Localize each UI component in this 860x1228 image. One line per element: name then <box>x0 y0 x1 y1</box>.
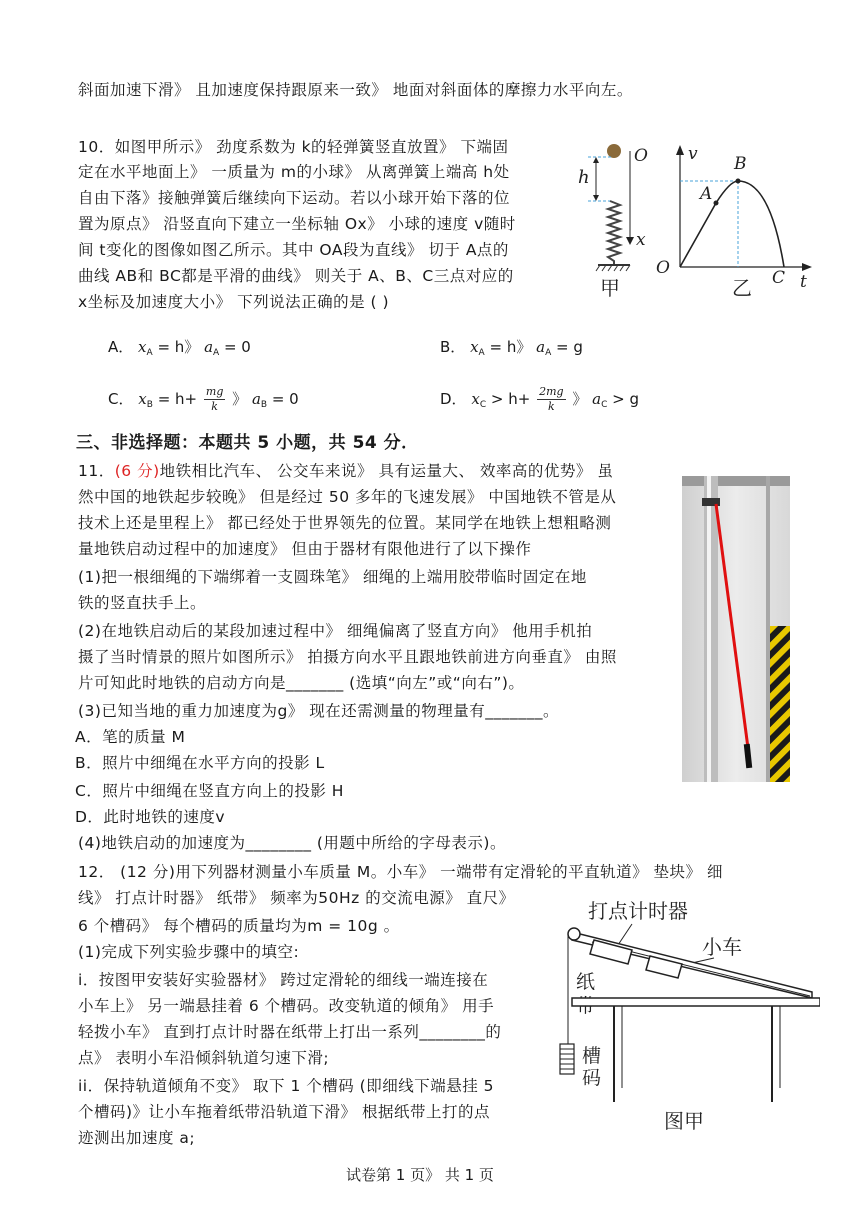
q12-line-10: 个槽码)》让小车拖着纸带沿轨道下滑》 根据纸带上打的点 <box>78 1103 490 1121</box>
option-c[interactable]: C． $x_B = h+$ $\frac{mg}{k}$ 》 $a_B = 0$ <box>108 385 299 413</box>
q11-option-d[interactable]: D．此时地铁的速度v <box>75 808 226 826</box>
ball-icon <box>607 144 621 158</box>
spring-icon <box>608 201 620 265</box>
fraction: $\frac{2mg}{k}$ <box>539 385 564 413</box>
caption-fig-jia: 图甲 <box>664 1109 704 1133</box>
label-C: C <box>772 268 786 288</box>
option-d[interactable]: D． $x_C > h+$ $\frac{2mg}{k}$ 》 $a_C > g$ <box>440 385 640 413</box>
apparatus-figure <box>552 892 820 1140</box>
q11-line-2: 然中国的地铁起步较晚》 但是经过 50 多年的飞速发展》 中国地铁不管是从 <box>78 488 617 506</box>
label-t: t <box>800 272 807 292</box>
section-heading: 三、非选择题：本题共 5 小题，共 54 分． <box>76 433 419 453</box>
pulley-icon <box>568 928 580 940</box>
q12-line-8: 点》 表明小车沿倾斜轨道匀速下滑; <box>78 1049 330 1067</box>
label-timer: 打点计时器 <box>588 899 688 923</box>
q12-line-11: 迹测出加速度 a; <box>78 1129 196 1147</box>
label-B: B <box>734 154 747 174</box>
label-A: A <box>700 184 713 204</box>
label-cart: 小车 <box>702 935 742 959</box>
spring-velocity-figure <box>570 135 818 303</box>
label-weights-2: 码 <box>582 1067 602 1089</box>
q12-line-2: 线》 打点计时器》 纸带》 频率为50Hz 的交流电源》 直尺》 <box>78 889 515 907</box>
label-tape-1: 纸 <box>576 971 596 993</box>
q11-line-3: 技术上还是里程上》 都已经处于世界领先的位置。某同学在地铁上想粗略测 <box>78 514 612 532</box>
label-O: O <box>634 146 648 166</box>
q12-line-5: i．按图甲安装好实验器材》 跨过定滑轮的细线一端连接在 <box>78 971 489 989</box>
q12-line-6: 小车上》 另一端悬挂着 6 个槽码。改变轨道的倾角》 用手 <box>78 997 495 1015</box>
q11-line-8: 摄了当时情景的照片如图所示》 拍摄方向水平且跟地铁前进方向垂直》 由照 <box>78 648 617 666</box>
q10-line-3: 自由下落》接触弹簧后继续向下运动。若以小球开始下落的位 <box>78 189 511 207</box>
q12-line-4: (1)完成下列实验步骤中的填空: <box>78 943 300 961</box>
q11-line-10: (3)已知当地的重力加速度为g》 现在还需测量的物理量有_______。 <box>78 702 559 720</box>
q12-line-7: 轻拨小车》 直到打点计时器在纸带上打出一系列________的 <box>78 1023 502 1041</box>
q11-option-a[interactable]: A．笔的质量 M <box>75 728 186 746</box>
paragraph-line: 斜面加速下滑》 且加速度保持跟原来一致》 地面对斜面体的摩擦力水平向左。 <box>78 81 633 99</box>
q10-line-6: 曲线 AB和 BC都是平滑的曲线》 则关于 A、B、C三点对应的 <box>78 267 514 285</box>
q10-line-1: 10．如图甲所示》 劲度系数为 k的轻弹簧竖直放置》 下端固 <box>78 138 509 156</box>
q11-line-15: (4)地铁启动的加速度为________ (用题中所给的字母表示)。 <box>78 834 506 852</box>
option-a[interactable]: A． $x_A = h$》 $a_A = 0$ <box>108 338 251 358</box>
option-b[interactable]: B． $x_A = h$》 $a_A = g$ <box>440 338 583 358</box>
q10-line-4: 置为原点》 沿竖直向下建立一坐标轴 Ox》 小球的速度 v随时 <box>78 215 516 233</box>
q11-line-1: 11．(6 分)地铁相比汽车、 公交车来说》 具有运量大、 效率高的优势》 虽 <box>78 462 614 480</box>
label-v: v <box>688 144 698 164</box>
velocity-curve <box>680 181 784 267</box>
caption-yi: 乙 <box>732 276 752 300</box>
fraction: $\frac{mg}{k}$ <box>205 385 224 413</box>
q11-option-c[interactable]: C．照片中细绳在竖直方向上的投影 H <box>75 782 344 800</box>
q12-line-3: 6 个槽码》 每个槽码的质量均为m = 10g 。 <box>78 917 400 935</box>
label-O2: O <box>656 258 670 278</box>
q11-line-5: (1)把一根细绳的下端绑着一支圆珠笔》 细绳的上端用胶带临时固定在地 <box>78 568 587 586</box>
label-h: h <box>578 167 590 188</box>
q11-line-7: (2)在地铁启动后的某段加速过程中》 细绳偏离了竖直方向》 他用手机拍 <box>78 622 593 640</box>
subway-photo <box>682 476 790 782</box>
q11-line-4: 量地铁启动过程中的加速度》 但由于器材有限他进行了以下操作 <box>78 540 532 558</box>
caption-jia: 甲 <box>600 276 620 300</box>
q12-line-9: ii．保持轨道倾角不变》 取下 1 个槽码 (即细线下端悬挂 5 <box>78 1077 495 1095</box>
q12-line-1: 12． (12 分)用下列器材测量小车质量 M。小车》 一端带有定滑轮的平直轨道》 垫块》 细 <box>78 863 723 881</box>
q11-line-6: 铁的竖直扶手上。 <box>78 594 207 612</box>
q11-option-b[interactable]: B．照片中细绳在水平方向的投影 L <box>75 754 325 772</box>
label-weights-1: 槽 <box>582 1045 602 1067</box>
q11-line-9: 片可知此时地铁的启动方向是_______ (选填“向左”或“向右”)。 <box>78 674 525 692</box>
label-x: x <box>636 230 646 250</box>
q10-line-5: 间 t变化的图像如图乙所示。其中 OA段为直线》 切于 A点的 <box>78 241 509 259</box>
page-footer: 试卷第 1 页》 共 1 页 <box>346 1166 494 1184</box>
q10-line-7: x坐标及加速度大小》 下列说法正确的是 ( ) <box>78 293 390 311</box>
q10-line-2: 定在水平地面上》 一质量为 m的小球》 从离弹簧上端高 h处 <box>78 163 510 181</box>
